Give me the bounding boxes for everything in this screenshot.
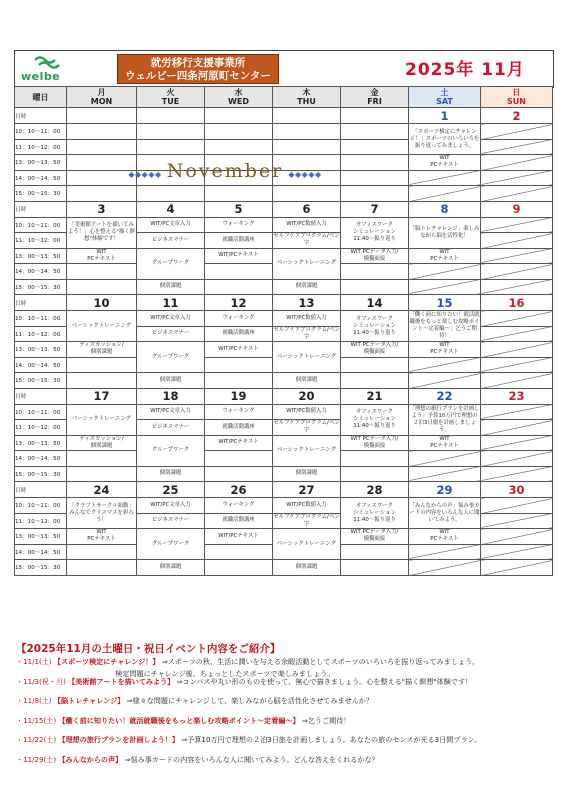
closed-slot [481, 357, 553, 373]
schedule-item: 個別課題 [273, 279, 341, 295]
schedule-item: WIT/PCテキスト [205, 529, 273, 545]
closed-slot [481, 264, 553, 280]
weekday-en: WED [228, 97, 249, 106]
event-item [16, 695, 556, 715]
time-slot-label: 11：10～12：00 [15, 326, 67, 342]
date-number: 30 [481, 482, 553, 498]
empty-slot [205, 264, 273, 280]
date-number: 16 [481, 295, 553, 311]
schedule-item: WIT/PCテキスト [205, 248, 273, 264]
schedule-item: オフィスワーク シミュレーション 11:40～振り返り [341, 311, 409, 342]
schedule-item: WIT/PC文章入力 [137, 498, 205, 514]
time-slot-label: 14：00～14：50 [15, 357, 67, 373]
closed-slot [409, 186, 481, 202]
month-title: 2025年 11月 [405, 60, 525, 80]
schedule-item: 個別課題 [137, 466, 205, 482]
weekday-header [137, 87, 205, 108]
weekday-ja: 土 [440, 88, 449, 97]
schedule-item: セルフケアプログラム/ペン字 [273, 233, 340, 247]
closed-slot [481, 217, 553, 233]
empty-slot [205, 544, 273, 560]
schedule-item: 「スポーツ検定にチャレンジ！」スポーツのいろいろを振り返ってみましょう。 [409, 124, 481, 155]
schedule-item: WIT PCデータ入力/ 模擬面接 [341, 435, 409, 451]
event-date: ・11/3(祝・月) [16, 676, 66, 686]
schedule-item: ウォーキング [205, 217, 273, 233]
schedule-item: 「美術館アートを描いてみよう！」心を整える"描く瞑想"体験です！ [67, 217, 137, 248]
weekday-en: MON [90, 97, 113, 106]
schedule-item: WIT PCテキスト [67, 529, 137, 545]
closed-slot [481, 513, 553, 529]
schedule-item: WIT/PC文章入力 [137, 217, 205, 233]
empty-slot [67, 124, 137, 140]
schedule-item: ビジネスマナー [137, 326, 205, 342]
event-description: ⇒悩み事カードの内容をいろんな人に聞いてみよう。どんな答えをくれるかな？ [124, 754, 379, 764]
date-number [341, 108, 409, 124]
schedule-item: 「脳トレチャレンジ」楽しみながら脳を活性化！ [409, 217, 481, 248]
closed-slot [409, 357, 481, 373]
time-slot-label: 14：00～14：50 [15, 170, 67, 186]
time-slot-row [15, 529, 553, 545]
time-slot-row [15, 466, 553, 482]
events-list [16, 656, 556, 774]
closed-slot [481, 248, 553, 264]
schedule-item: 就職活動講座 [205, 326, 273, 342]
event-title: 【働く前に知りたい！就活就職後をもっと楽しむ攻略ポイント～定着編～】 [58, 715, 300, 725]
date-number: 4 [137, 201, 205, 217]
schedule-item: WIT PCデータ入力/ 模擬面接 [341, 342, 409, 358]
empty-slot [341, 451, 409, 467]
weekday-ja: 水 [234, 88, 243, 97]
empty-slot [67, 186, 137, 202]
date-number: 11 [137, 295, 205, 311]
time-slot-row [15, 124, 553, 140]
date-number: 14 [341, 295, 409, 311]
schedule-item: 個別課題 [273, 560, 341, 576]
closed-slot [481, 451, 553, 467]
date-number: 2 [481, 108, 553, 124]
date-number: 21 [341, 388, 409, 404]
event-description: ⇒コンパスや丸い形のものを使って、無心で描きましょう。心を整える"描く瞑想"体験です！ [176, 676, 473, 686]
schedule-item: WIT/PC文章入力 [137, 404, 205, 420]
schedule-item: ディスカッション/ 個別課題 [67, 435, 137, 451]
closed-slot [481, 279, 553, 295]
empty-slot [67, 560, 137, 576]
schedule-item: ウォーキング [205, 404, 273, 420]
schedule-item: 「みんなからの声」悩み事カードの内容をいろんな人に聞いてみよう。 [409, 498, 481, 529]
november-decoration [110, 160, 340, 184]
empty-slot [341, 544, 409, 560]
weekday-header [481, 87, 553, 108]
schedule-item: オフィスワーク シミュレーション 11:40～振り返り [341, 498, 409, 529]
week-date-row [15, 108, 553, 124]
event-title: 【スポーツ検定にチャレンジ！】 [53, 657, 160, 666]
date-number [137, 108, 205, 124]
empty-slot [67, 357, 137, 373]
closed-slot [481, 420, 553, 436]
date-number: 25 [137, 482, 205, 498]
weekday-en: FRI [367, 97, 382, 106]
closed-slot [481, 326, 553, 342]
schedule-item: 個別課題 [273, 466, 341, 482]
empty-slot [205, 279, 273, 295]
weekday-header [409, 87, 481, 108]
time-slot-label: 15：00～15：30 [15, 373, 67, 389]
empty-slot [341, 560, 409, 576]
empty-slot [273, 186, 341, 202]
weekday-header [67, 87, 137, 108]
date-number: 12 [205, 295, 273, 311]
time-slot-label: 13：00～13：50 [15, 529, 67, 545]
schedule-item: ウォーキング [205, 498, 273, 514]
schedule-item: WIT/PC文章入力 [137, 311, 205, 327]
date-number: 10 [67, 295, 137, 311]
schedule-item: ビジネスマナー [137, 233, 205, 249]
schedule-item: ウォーキング [205, 311, 273, 327]
time-slot-row [15, 186, 553, 202]
date-number: 9 [481, 201, 553, 217]
closed-slot [481, 404, 553, 420]
empty-slot [341, 170, 409, 186]
time-slot-row [15, 498, 553, 514]
weekday-label-header [15, 87, 67, 108]
date-number: 13 [273, 295, 341, 311]
closed-slot [481, 529, 553, 545]
schedule-item: WIT PCテキスト [409, 435, 481, 451]
week-date-row [15, 388, 553, 404]
time-slot-label: 10：10～11：00 [15, 124, 67, 140]
empty-slot [67, 451, 137, 467]
schedule-item: 就職活動講座 [205, 233, 273, 249]
schedule-item: WIT PCデータ入力/ 模擬面接 [341, 529, 409, 545]
schedule-item: WIT/PC数値入力 [273, 404, 341, 420]
time-slot-label: 11：10～12：00 [15, 139, 67, 155]
schedule-item: ベーシックトレーニング [67, 404, 137, 435]
time-slot-label: 15：00～15：30 [15, 466, 67, 482]
date-number [67, 108, 137, 124]
time-slot-label: 13：00～13：50 [15, 155, 67, 171]
closed-slot [481, 498, 553, 514]
date-number: 17 [67, 388, 137, 404]
closed-slot [481, 124, 553, 140]
date-number: 19 [205, 388, 273, 404]
closed-slot [481, 342, 553, 358]
event-title: 【みんなからの声】 [58, 754, 123, 764]
time-slot-label: 14：00～14：50 [15, 544, 67, 560]
closed-slot [409, 466, 481, 482]
diamond-dots-left: ◆◆◆◆◆ [128, 170, 162, 179]
empty-slot [137, 139, 205, 155]
schedule-item: 「理想の旅行プランを計画しよう」予算10万円で理想の２泊3日旅を計画しましょう。 [409, 404, 481, 435]
closed-slot [481, 233, 553, 249]
schedule-item: WIT PCテキスト [409, 342, 481, 358]
empty-slot [205, 560, 273, 576]
schedule-item: ベーシックトレーニング [67, 311, 137, 342]
schedule-item: セルフケアプログラム/ペン字 [273, 420, 340, 434]
office-line-2: ウェルビー四条河原町センター [125, 70, 271, 82]
time-slot-label: 11：10～12：00 [15, 233, 67, 249]
event-description: ⇒スポーツの秋、生活に潤いを与える余暇活動としてスポーツのいろいろを振り返ってみましょう。 検定問題にチャレンジ後、ちょっとしたスポーツで楽しみましょう。 [115, 657, 480, 678]
empty-slot [341, 139, 409, 155]
date-number: 23 [481, 388, 553, 404]
date-number: 5 [205, 201, 273, 217]
event-date: ・11/29(土) [16, 754, 57, 764]
time-slot-label: 15：00～15：30 [15, 186, 67, 202]
time-slot-row [15, 311, 553, 327]
time-slot-label: 13：00～13：50 [15, 435, 67, 451]
week-date-row [15, 482, 553, 498]
empty-slot [205, 186, 273, 202]
weekday-ja: 曜日 [32, 92, 49, 102]
closed-slot [409, 264, 481, 280]
event-item [16, 754, 556, 774]
date-number: 29 [409, 482, 481, 498]
schedule-item: グループワーク [137, 248, 205, 279]
schedule-item: オフィスワーク シミュレーション 11:40～振り返り [341, 404, 409, 435]
office-line-1: 就労移行支援事業所 [150, 57, 246, 69]
schedule-item: オフィスワーク シミュレーション 11:40～振り返り [341, 217, 409, 248]
empty-slot [205, 373, 273, 389]
date-number [205, 108, 273, 124]
event-item [16, 676, 556, 696]
time-slot-label: 13：00～13：50 [15, 248, 67, 264]
time-slot-row [15, 248, 553, 264]
november-title: November [166, 160, 284, 182]
empty-slot [67, 264, 137, 280]
schedule-item: グループワーク [137, 529, 205, 560]
date-number: 1 [409, 108, 481, 124]
schedule-item: 個別課題 [137, 373, 205, 389]
schedule-item: ベーシックトレーニング [273, 529, 341, 560]
closed-slot [481, 373, 553, 389]
closed-slot [481, 466, 553, 482]
weekday-header [341, 87, 409, 108]
event-description: ⇒予算10万円で理想の２泊3日旅を計画しましょう。あなたの旅のセンスが光る3日間プラン。 [181, 735, 482, 745]
time-slot-label: 10：10～11：00 [15, 404, 67, 420]
date-number: 26 [205, 482, 273, 498]
time-slot-label: 14：00～14：50 [15, 451, 67, 467]
schedule-item: グループワーク [137, 342, 205, 373]
schedule-item: 「クラフトサークル始動」みんなでクリスマスを彩ろう！ [67, 498, 137, 529]
weekday-ja: 金 [370, 88, 379, 97]
date-number: 22 [409, 388, 481, 404]
schedule-item: WIT PCテキスト [409, 155, 481, 171]
empty-slot [67, 373, 137, 389]
weekday-en: THU [297, 97, 316, 106]
empty-slot [341, 186, 409, 202]
schedule-item: 個別課題 [273, 373, 341, 389]
diamond-dots-right: ◆◆◆◆◆ [288, 170, 322, 179]
weekday-ja: 火 [166, 88, 175, 97]
time-slot-label: 10：10～11：00 [15, 311, 67, 327]
time-slot-row [15, 560, 553, 576]
schedule-item: セルフケアプログラム/ペン字 [273, 513, 340, 527]
time-slot-row [15, 373, 553, 389]
closed-slot [409, 544, 481, 560]
empty-slot [205, 357, 273, 373]
schedule-item: WIT PCデータ入力/ 模擬面接 [341, 248, 409, 264]
time-slot-row [15, 217, 553, 233]
empty-slot [205, 139, 273, 155]
date-label: 日時 [15, 388, 67, 404]
empty-slot [205, 124, 273, 140]
schedule-item: 就職活動講座 [205, 420, 273, 436]
empty-slot [341, 264, 409, 280]
empty-slot [205, 451, 273, 467]
event-item [16, 734, 556, 754]
week-date-row [15, 201, 553, 217]
weekday-ja: 日 [512, 88, 521, 97]
time-slot-row [15, 342, 553, 358]
empty-slot [341, 373, 409, 389]
time-slot-label: 15：00～15：30 [15, 560, 67, 576]
time-slot-label: 14：00～14：50 [15, 264, 67, 280]
schedule-item: ディスカッション/ 個別課題 [67, 342, 137, 358]
empty-slot [67, 466, 137, 482]
schedule-item: WIT/PC数値入力 [273, 311, 341, 327]
date-label: 日時 [15, 482, 67, 498]
event-item [16, 715, 556, 735]
closed-slot [481, 139, 553, 155]
closed-slot [481, 435, 553, 451]
event-date: ・11/1(土) [16, 657, 52, 666]
time-slot-label: 10：10～11：00 [15, 498, 67, 514]
empty-slot [273, 124, 341, 140]
event-title: 【理想の旅行プランを計画しよう！】 [58, 735, 180, 745]
date-number: 20 [273, 388, 341, 404]
empty-slot [137, 186, 205, 202]
schedule-item: グループワーク [137, 435, 205, 466]
schedule-item: ビジネスマナー [137, 513, 205, 529]
empty-slot [341, 124, 409, 140]
event-title: 【脳トレチャレンジ】 [53, 696, 125, 706]
time-slot-label: 11：10～12：00 [15, 513, 67, 529]
closed-slot [481, 155, 553, 171]
empty-slot [273, 139, 341, 155]
schedule-item: 個別課題 [137, 560, 205, 576]
brand-name: welbe [21, 70, 61, 83]
date-number: 3 [67, 201, 137, 217]
time-slot-label: 15：00～15：30 [15, 279, 67, 295]
schedule-item: 「働く前に知りたい！就活就職後をもっと楽しむ攻略ポイント～定着編～」乞うご期待！ [409, 311, 481, 342]
schedule-item: WIT PCテキスト [409, 529, 481, 545]
schedule-item: ビジネスマナー [137, 420, 205, 436]
time-slot-label: 13：00～13：50 [15, 342, 67, 358]
closed-slot [409, 560, 481, 576]
schedule-item: 就職活動講座 [205, 513, 273, 529]
empty-slot [67, 279, 137, 295]
event-date: ・11/8(土) [16, 696, 52, 706]
closed-slot [409, 279, 481, 295]
closed-slot [481, 170, 553, 186]
time-slot-row [15, 404, 553, 420]
date-number: 15 [409, 295, 481, 311]
event-description: ⇒様々な問題にチャレンジして、楽しみながら脳を活性化させてみませんか？ [126, 696, 373, 706]
page-header [14, 50, 554, 88]
date-number: 28 [341, 482, 409, 498]
closed-slot [481, 311, 553, 327]
weekday-ja: 月 [97, 88, 106, 97]
event-title: 【美術館アートを描いてみよう】 [68, 676, 175, 686]
weekday-en: SUN [507, 97, 526, 106]
empty-slot [205, 466, 273, 482]
empty-slot [341, 155, 409, 171]
closed-slot [481, 186, 553, 202]
weekday-en: TUE [161, 97, 180, 106]
time-slot-row [15, 279, 553, 295]
weekday-ja: 木 [302, 88, 311, 97]
date-number: 8 [409, 201, 481, 217]
closed-slot [409, 373, 481, 389]
empty-slot [67, 139, 137, 155]
date-number: 6 [273, 201, 341, 217]
week-date-row [15, 295, 553, 311]
schedule-item: WIT PCテキスト [409, 248, 481, 264]
weekday-header-row [15, 87, 553, 108]
empty-slot [137, 124, 205, 140]
event-item [16, 656, 556, 676]
weekday-header [205, 87, 273, 108]
closed-slot [409, 451, 481, 467]
empty-slot [341, 357, 409, 373]
event-description: ⇒乞うご期待！ [301, 715, 351, 725]
empty-slot [67, 544, 137, 560]
closed-slot [481, 544, 553, 560]
date-label: 日時 [15, 295, 67, 311]
event-date: ・11/15(土) [16, 715, 57, 725]
wave-logo-icon [33, 55, 61, 69]
empty-slot [341, 279, 409, 295]
event-date: ・11/22(土) [16, 735, 57, 745]
schedule-item: ベーシックトレーニング [273, 342, 341, 373]
date-label: 日時 [15, 108, 67, 124]
schedule-item: ベーシックトレーニング [273, 435, 341, 466]
office-name-banner [117, 54, 279, 84]
schedule-item: WIT PCテキスト [67, 248, 137, 264]
schedule-item: ベーシックトレーニング [273, 248, 341, 279]
date-number [273, 108, 341, 124]
schedule-item: セルフケアプログラム/ペン字 [273, 326, 340, 340]
date-number: 27 [273, 482, 341, 498]
time-slot-label: 11：10～12：00 [15, 420, 67, 436]
weekday-header [273, 87, 341, 108]
schedule-item: WIT/PC数値入力 [273, 498, 341, 514]
date-number: 7 [341, 201, 409, 217]
schedule-item: 個別課題 [137, 279, 205, 295]
empty-slot [341, 466, 409, 482]
schedule-item: WIT/PC数値入力 [273, 217, 341, 233]
events-section-title: 【2025年11月の土曜日・祝日イベント内容をご紹介】 [16, 643, 281, 655]
time-slot-row [15, 435, 553, 451]
date-number: 18 [137, 388, 205, 404]
schedule-item: WIT/PCテキスト [205, 435, 273, 451]
date-number: 24 [67, 482, 137, 498]
closed-slot [481, 560, 553, 576]
welbe-logo [19, 53, 79, 85]
time-slot-label: 10：10～11：00 [15, 217, 67, 233]
schedule-item: WIT/PCテキスト [205, 342, 273, 358]
date-label: 日時 [15, 201, 67, 217]
closed-slot [409, 170, 481, 186]
weekday-en: SAT [436, 97, 453, 106]
